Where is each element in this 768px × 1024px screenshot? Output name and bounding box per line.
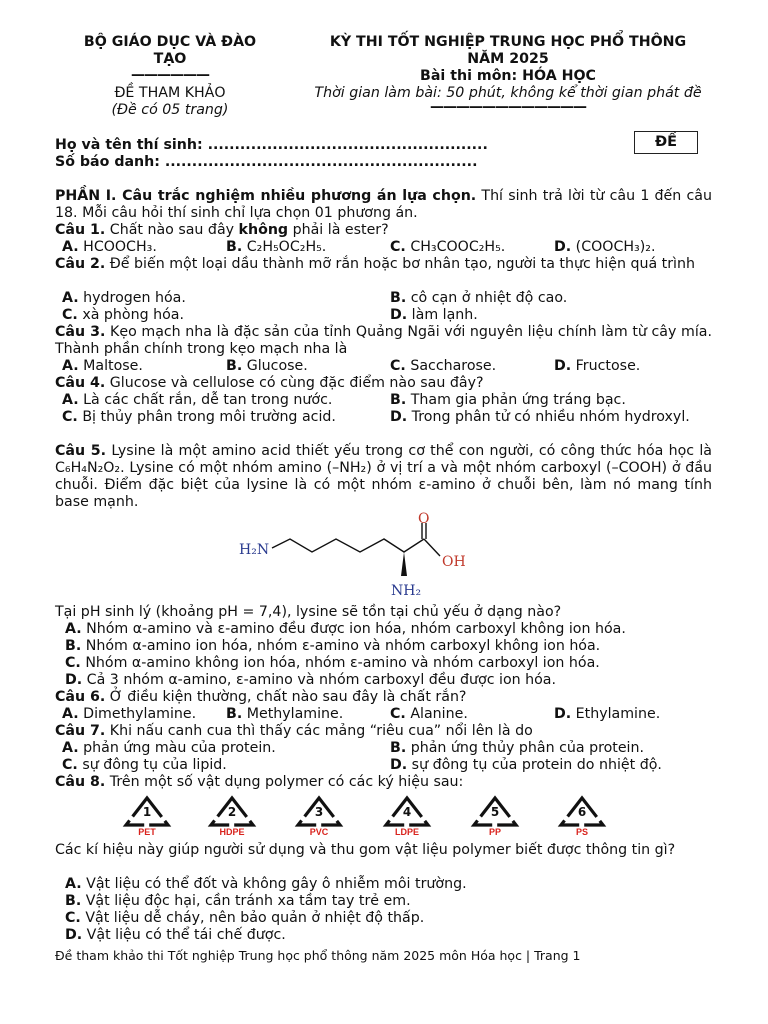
- option-q8-a[interactable]: A. Vật liệu có thể đốt và không gây ô nhiễm môi trường.: [65, 876, 467, 892]
- option-q8-c[interactable]: C. Vật liệu dễ cháy, nên bảo quản ở nhiệt độ thấp.: [65, 910, 425, 926]
- question-7: [55, 723, 533, 740]
- option-q7-c[interactable]: C. sự đông tụ của lipid.: [62, 757, 227, 773]
- question-emphasis: không: [238, 222, 289, 238]
- question-label: Câu 6.: [55, 689, 106, 705]
- option-q6-c[interactable]: C. Alanine.: [390, 706, 468, 722]
- question-3: [55, 324, 712, 358]
- alpha-amino-group: NH₂: [391, 583, 422, 599]
- hydroxyl-group: OH: [442, 554, 466, 570]
- option-q4-a[interactable]: A. Là các chất rắn, dễ tan trong nước.: [62, 392, 333, 408]
- option-q1-b[interactable]: B. C₂H₅OC₂H₅.: [226, 239, 327, 255]
- carbonyl-oxygen: O: [418, 512, 430, 527]
- question-label: Câu 8.: [55, 774, 106, 790]
- question-8: [55, 774, 463, 791]
- reference-exam-label: ĐỀ THAM KHẢO: [114, 85, 226, 101]
- option-q8-b[interactable]: B. Vật liệu độc hại, cần tránh xa tầm tay trẻ em.: [65, 893, 411, 909]
- candidate-id-field: Số báo danh: ..........................................................: [55, 154, 478, 170]
- question-text: phải là ester?: [288, 222, 389, 238]
- ministry-name-line1: BỘ GIÁO DỤC VÀ ĐÀO: [83, 34, 257, 50]
- option-q4-c[interactable]: C. Bị thủy phân trong môi trường acid.: [62, 409, 336, 425]
- question-6: [55, 689, 466, 706]
- question-label: Câu 7.: [55, 723, 106, 739]
- option-q4-b[interactable]: B. Tham gia phản ứng tráng bạc.: [390, 392, 626, 408]
- recycle-symbol-ldpe: 4 LDPE: [382, 795, 432, 841]
- exam-code-box: ĐỀ: [634, 131, 698, 154]
- question-5-prompt: Tại pH sinh lý (khoảng pH = 7,4), lysine sẽ tồn tại chủ yếu ở dạng nào?: [55, 604, 562, 620]
- question-text: Chất nào sau đây: [105, 222, 239, 238]
- recycle-symbol-pvc: 3 PVC: [294, 795, 344, 841]
- exam-title-line2: NĂM 2025: [467, 51, 549, 67]
- option-q7-b[interactable]: B. phản ứng thủy phân của protein.: [390, 740, 645, 756]
- question-text: Glucose và cellulose có cùng đặc điểm nào sau đây?: [105, 375, 484, 391]
- option-q5-a[interactable]: A. Nhóm α-amino và ε-amino đều được ion hóa, nhóm carboxyl không ion hóa.: [65, 621, 626, 637]
- option-q2-b[interactable]: B. cô cạn ở nhiệt độ cao.: [390, 290, 568, 306]
- question-label: Câu 3.: [55, 324, 106, 340]
- option-q5-c[interactable]: C. Nhóm α-amino không ion hóa, nhóm ε-amino và nhóm carboxyl ion hóa.: [65, 655, 600, 671]
- question-text: Trên một số vật dụng polymer có các ký hiệu sau:: [105, 774, 464, 790]
- exam-title-line1: KỲ THI TỐT NGHIỆP TRUNG HỌC PHỔ THÔNG: [329, 34, 687, 50]
- question-4: [55, 375, 484, 392]
- option-q2-a[interactable]: A. hydrogen hóa.: [62, 290, 186, 306]
- wedge-bond: [401, 552, 407, 576]
- question-text: Lysine là một amino acid thiết yếu trong cơ thể con người, có công thức hóa học là C₆H₄N₂O₂. Lysine có một nhóm amino (–NH₂) ở vị trí a và một nhóm carboxyl (–COOH) ở đầu chuỗi. Điểm đặc biệt của lysine là có một nhóm ε-amino ở chuỗi bên, làm nó mang tính base mạnh.: [55, 443, 712, 510]
- option-q5-d[interactable]: D. Cả 3 nhóm α-amino, ε-amino và nhóm carboxyl đều được ion hóa.: [65, 672, 557, 688]
- question-label: Câu 5.: [55, 443, 107, 459]
- page-count-note: (Đề có 05 trang): [111, 102, 229, 118]
- option-q2-c[interactable]: C. xà phòng hóa.: [62, 307, 184, 323]
- ministry-rule: ——————: [131, 67, 209, 83]
- question-5: [55, 443, 712, 511]
- option-q3-b[interactable]: B. Glucose.: [226, 358, 308, 374]
- option-q3-d[interactable]: D. Fructose.: [554, 358, 641, 374]
- exam-subject: Bài thi môn: HÓA HỌC: [420, 68, 596, 84]
- option-q3-a[interactable]: A. Maltose.: [62, 358, 143, 374]
- ministry-name-line2: TẠO: [153, 51, 187, 67]
- page-footer: Đề tham khảo thi Tốt nghiệp Trung học phổ thông năm 2025 môn Hóa học | Trang 1: [55, 948, 581, 963]
- amino-group-left: H₂N: [239, 542, 270, 558]
- question-8-prompt: Các kí hiệu này giúp người sử dụng và thu gom vật liệu polymer biết được thông tin gì?: [55, 842, 676, 858]
- exam-rule: ————————————: [430, 99, 586, 115]
- option-q6-a[interactable]: A. Dimethylamine.: [62, 706, 197, 722]
- lysine-structure-diagram: [236, 512, 476, 604]
- option-q6-b[interactable]: B. Methylamine.: [226, 706, 344, 722]
- question-text: Khi nấu canh cua thì thấy các mảng “riêu cua” nổi lên là do: [105, 723, 533, 739]
- option-q3-c[interactable]: C. Saccharose.: [390, 358, 497, 374]
- question-1: [55, 222, 389, 239]
- option-q1-d[interactable]: D. (COOCH₃)₂.: [554, 239, 656, 255]
- recycle-symbol-hdpe: 2 HDPE: [207, 795, 257, 841]
- option-q7-a[interactable]: A. phản ứng màu của protein.: [62, 740, 276, 756]
- option-q1-c[interactable]: C. CH₃COOC₂H₅.: [390, 239, 506, 255]
- part1-heading: [55, 188, 712, 222]
- option-q7-d[interactable]: D. sự đông tụ của protein do nhiệt độ.: [390, 757, 662, 773]
- question-label: Câu 2.: [55, 256, 106, 272]
- question-label: Câu 4.: [55, 375, 106, 391]
- part1-title: PHẦN I. Câu trắc nghiệm nhiều phương án lựa chọn.: [55, 188, 477, 204]
- question-text: Để biến một loại dầu thành mỡ rắn hoặc bơ nhân tạo, người ta thực hiện quá trình: [105, 256, 695, 272]
- part1-instructions: Thí sinh trả lời từ câu 1 đến câu 18. Mỗi câu hỏi thí sinh chỉ lựa chọn 01 phương án.: [55, 188, 712, 221]
- option-q2-d[interactable]: D. làm lạnh.: [390, 307, 478, 323]
- option-q1-a[interactable]: A. HCOOCH₃.: [62, 239, 157, 255]
- candidate-name-field: Họ và tên thí sinh: ....................................................: [55, 137, 488, 153]
- option-q8-d[interactable]: D. Vật liệu có thể tái chế được.: [65, 927, 286, 943]
- option-q4-d[interactable]: D. Trong phân tử có nhiều nhóm hydroxyl.: [390, 409, 690, 425]
- recycle-symbol-pp: 5 PP: [470, 795, 520, 841]
- question-2: [55, 256, 712, 273]
- recycle-symbol-ps: 6 PS: [557, 795, 607, 841]
- question-text: Kẹo mạch nha là đặc sản của tỉnh Quảng Ngãi với nguyên liệu chính làm từ cây mía. Thành phần chính trong kẹo mạch nha là: [55, 324, 712, 357]
- exam-time-note: Thời gian làm bài: 50 phút, không kể thời gian phát đề: [314, 85, 702, 101]
- option-q6-d[interactable]: D. Ethylamine.: [554, 706, 661, 722]
- recycle-symbol-pet: 1 PET: [122, 795, 172, 841]
- option-q5-b[interactable]: B. Nhóm α-amino ion hóa, nhóm ε-amino và nhóm carboxyl không ion hóa.: [65, 638, 601, 654]
- question-text: Ở điều kiện thường, chất nào sau đây là chất rắn?: [105, 689, 467, 705]
- question-label: Câu 1.: [55, 222, 106, 238]
